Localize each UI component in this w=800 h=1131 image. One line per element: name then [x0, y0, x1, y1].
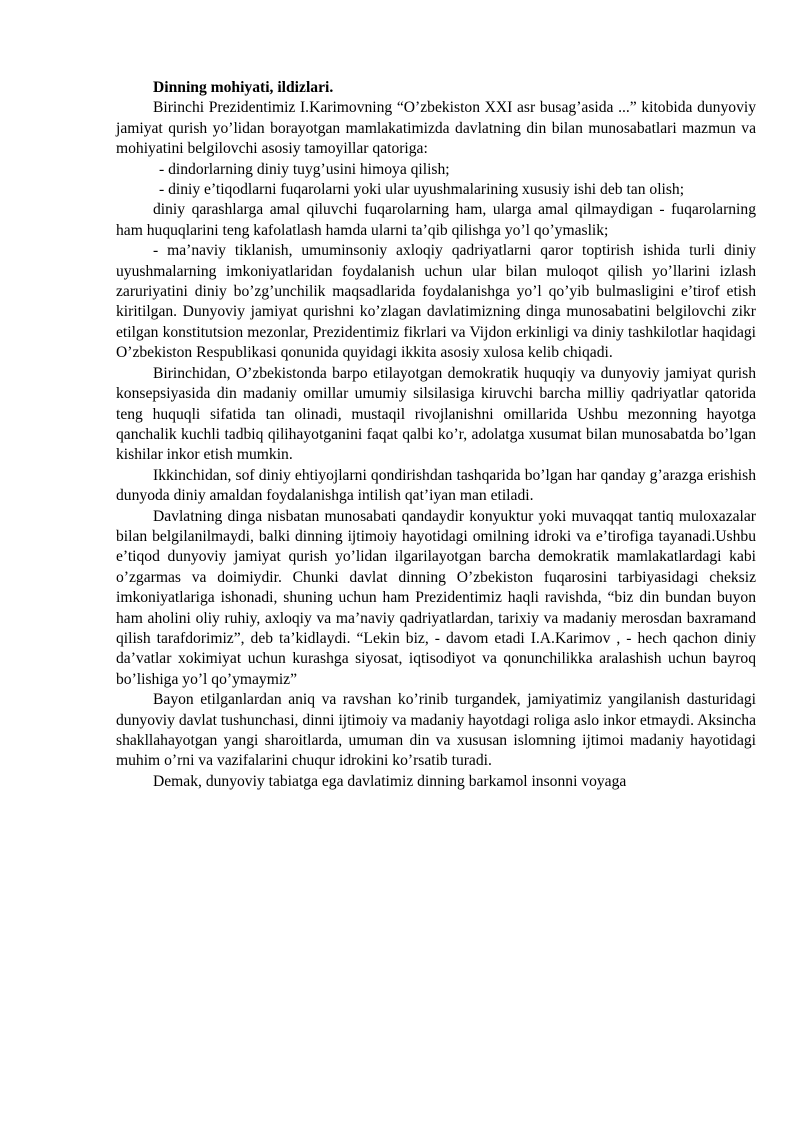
list-item-spiritual-revival: - ma’naviy tiklanish, umuminsoniy axloqiy qadriyatlarni qaror toptirish ishida turli diniy uyushmalarning imkoniyatlaridan foydalanish uchun ular bilan muloqot qilish yo’llarini izlash zaruriyatini diniy bo’zg’unchilik maqsadlarida foydalanishga yo’l qo’yib bulmasligini e’tirof etish kiritilgan. Dunyoviy jamiyat qurishni ko’zlagan davlatimizning dinga munosabatini belgilovchi zikr etilgan konstitutsion mezonlar, Prezidentimiz fikrlari va Vijdon erkinligi va diniy tashkilotlar haqidagi O’zbekiston Respublikasi qonunida quyidagi ikkita asosiy xulosa kelib chiqadi.: [116, 242, 756, 362]
list-item-protect-feelings: - dindorlarning diniy tuyg’usini himoya qilish;: [159, 160, 450, 178]
paragraph-intro: Birinchi Prezidentimiz I.Karimovning “O’zbekiston XXI asr busag’asida ...” kitobida dunyoviy jamiyat qurish yo’lidan borayotgan mamlakatimizda davlatning din bilan munosabatlari mazmun va mohiyatini belgilovchi asosiy tamoyillar qatoriga:: [116, 99, 756, 158]
paragraph-firstly: Birinchidan, O’zbekistonda barpo etilayotgan demokratik huquqiy va dunyoviy jamiyat qurish konsepsiyasida din madaniy omillar umumiy silsilasiga kiruvchi barcha milliy qadriyatlar qatorida teng huquqli sifatida tan olinadi, mustaqil rivojlanishni omillarida Ushbu mezonning hayotga qanchalik kuchli tadbiq qilihayotganini faqat qalbi ko’r, adolatga xusumat bilan munosabatda bo’lgan kishilar inkor etish mumkin.: [116, 364, 756, 464]
paragraph-conclusion: Bayon etilganlardan aniq va ravshan ko’rinib turgandek, jamiyatimiz yangilanish dasturidagi dunyoviy davlat tushunchasi, dinni ijtimoiy va madaniy hayotdagi roliga aslo inkor etmaydi. Aksincha shakllahayotgan yangi sharoitlarda, umuman din va xususan islomning ijtimoi madaniy hayotidagi muhim o’rni va vazifalarini chuqur idrokini ko’rsatib turadi.: [116, 691, 756, 770]
paragraph-secondly: Ikkinchidan, sof diniy ehtiyojlarni qondirishdan tashqarida bo’lgan har qanday g’arazga erishish dunyoda diniy amaldan foydalanishga intilish qat’iyan man etiladi.: [116, 466, 756, 505]
paragraph-state-attitude: Davlatning dinga nisbatan munosabati qandaydir konyuktur yoki muvaqqat tantiq muloxazalar bilan belgilanilmaydi, balki dinning ijtimoiy hayotidagi omilning idroki va e’tirofiga tayanadi.Ushbu e’tiqod dunyoviy jamiyat qurish yo’lidan ilgarilayotgan barcha demokratik mamlakatlardagi kabi o’zgarmas va doimiydir. Chunki davlat dinning O’zbekiston fuqarosini tarbiyasidagi cheksiz imkoniyatlariga ishonadi, shuning uchun ham Prezidentimiz haqli ravishda, “biz din bundan buyon ham aholini oliy ruhiy, axloqiy va ma’naviy qadriyatlardan, tarixiy va madaniy merosdan baxramand qilish tarafdorimiz”, deb ta’kidlaydi. “Lekin biz, - davom etadi I.A.Karimov , - hech qachon diniy da’vatlar xokimiyat uchun kurashga siyosat, iqtisodiyot va qonunchilikka aralashish uchun bayroq bo’lishiga yo’l qo’ymaymiz”: [116, 507, 756, 688]
section-title: Dinning mohiyati, ildizlari.: [153, 79, 334, 96]
list-item-private-matter: - diniy e’tiqodlarni fuqarolarni yoki ular uyushmalarining xususiy ishi deb tan olish;: [159, 181, 685, 199]
list-item-equal-rights: diniy qarashlarga amal qiluvchi fuqarolarning ham, ularga amal qilmaydigan - fuqarolarning ham huquqlarini teng kafolatlash hamda ularni ta’qib qilishga yo’l qo’ymaslik;: [116, 201, 756, 239]
paragraph-final: Demak, dunyoviy tabiatga ega davlatimiz dinning barkamol insonni voyaga: [153, 772, 627, 790]
